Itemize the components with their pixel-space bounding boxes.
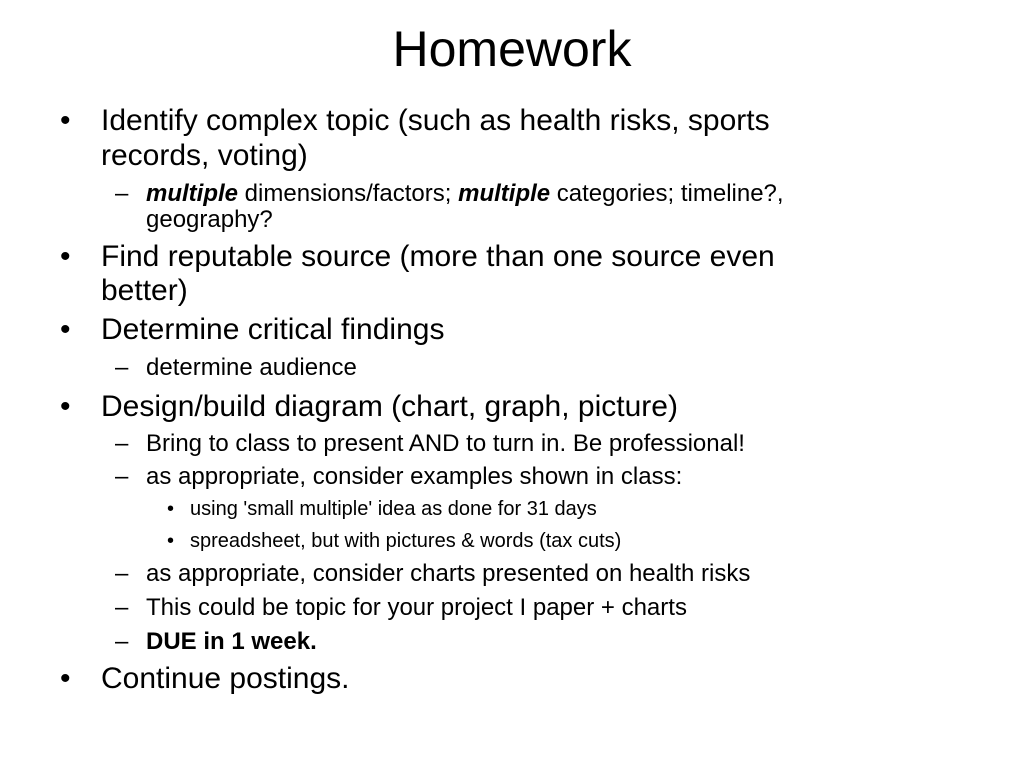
sub-sub-bullet-text: using 'small multiple' idea as done for 31 days xyxy=(190,498,597,520)
sub-bullet-text: as appropriate, consider charts presented on health risks xyxy=(146,560,751,587)
bullet-marker: • xyxy=(60,104,71,137)
sub-bullet-text-continued: geography? xyxy=(146,206,273,233)
bullet-text-continued: better) xyxy=(101,274,188,307)
bullet-marker: • xyxy=(60,390,71,423)
emphasis-multiple: multiple xyxy=(146,180,239,207)
sub-bullet-marker: – xyxy=(115,354,129,381)
sub-bullet-marker: – xyxy=(115,430,129,457)
sub-bullet-text-mid: dimensions/factors; xyxy=(238,180,459,207)
sub-bullet-marker: – xyxy=(115,180,129,207)
sub-bullet-marker: – xyxy=(115,628,129,655)
sub-sub-bullet-marker: • xyxy=(167,530,175,552)
bullet-text-continued: records, voting) xyxy=(101,139,308,172)
sub-bullet-text xyxy=(146,180,784,208)
sub-bullet-text: Bring to class to present AND to turn in. Be professional! xyxy=(146,430,745,457)
bullet-text: Continue postings. xyxy=(101,662,350,695)
bullet-text: Identify complex topic (such as health risks, sports xyxy=(101,104,770,137)
emphasis-multiple-2: multiple xyxy=(458,180,551,207)
bullet-marker: • xyxy=(60,240,71,273)
bullet-text: Design/build diagram (chart, graph, picture) xyxy=(101,390,678,423)
sub-bullet-marker: – xyxy=(115,560,129,587)
sub-sub-bullet-text: spreadsheet, but with pictures & words (tax cuts) xyxy=(190,530,622,552)
bullet-text: Determine critical findings xyxy=(101,313,445,346)
sub-bullet-marker: – xyxy=(115,463,129,490)
bullet-marker: • xyxy=(60,662,71,695)
sub-sub-bullet-marker: • xyxy=(167,498,175,520)
sub-bullet-text: This could be topic for your project I paper + charts xyxy=(146,594,687,621)
bullet-marker: • xyxy=(60,313,71,346)
bullet-text: Find reputable source (more than one source even xyxy=(101,240,775,273)
sub-bullet-marker: – xyxy=(115,594,129,621)
sub-bullet-text-rest: categories; timeline?, xyxy=(550,180,784,207)
due-date-text: DUE in 1 week. xyxy=(146,628,317,655)
sub-bullet-text: as appropriate, consider examples shown in class: xyxy=(146,463,683,490)
slide-title: Homework xyxy=(392,21,632,77)
sub-bullet-text: determine audience xyxy=(146,354,357,381)
